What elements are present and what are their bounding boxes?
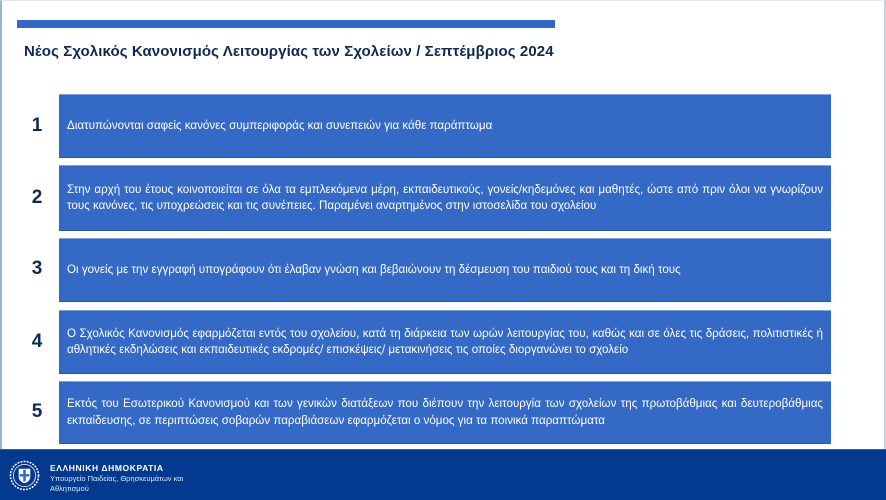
rule-row-5 bbox=[2, 381, 886, 444]
rule-box bbox=[59, 310, 831, 374]
slide-title: Νέος Σχολικός Κανονισμός Λειτουργίας των Σχολείων / Σεπτέμβριος 2024 bbox=[24, 43, 554, 60]
greek-coat-of-arms-icon bbox=[9, 460, 40, 491]
footer-organization: ΕΛΛΗΝΙΚΗ ΔΗΜΟΚΡΑΤΙΑ bbox=[50, 463, 164, 473]
rule-box bbox=[59, 381, 831, 444]
rule-row-3 bbox=[2, 238, 886, 302]
rule-number: 2 bbox=[31, 187, 43, 208]
rule-text: Ο Σχολικός Κανονισμός εφαρμόζεται εντός του σχολείου, κατά τη διάρκεια των ωρών λειτουργίας του, καθώς και σε όλες τις δράσεις, πολιτιστικές ή αθλητικές εκδηλώσεις και εκπαιδευτικές εκδρομές/ επισκέψεις/ μετακινήσεις τις οποίες διοργανώνει το σχολείο bbox=[67, 326, 823, 356]
rule-row-1 bbox=[2, 94, 886, 158]
rule-number: 5 bbox=[31, 401, 43, 422]
rule-row-4 bbox=[2, 310, 886, 374]
rule-number: 1 bbox=[31, 115, 43, 136]
rule-number: 4 bbox=[31, 331, 43, 352]
rule-box bbox=[59, 238, 831, 302]
footer-ministry: Υπουργείο Παιδείας, Θρησκευμάτων και Αθλητισμού bbox=[50, 474, 184, 493]
rule-text: Εκτός του Εσωτερικού Κανονισμού και των γενικών διατάξεων που διέπουν την λειτουργία των σχολείων της πρωτοβάθμιας και δευτεροβάθμιας εκπαίδευσης, σε περιπτώσεις σοβαρών παραβιάσεων εφαρμόζεται ο νόμος για τα ποινικά παραπτώματα bbox=[67, 397, 823, 427]
title-accent-bar bbox=[17, 20, 555, 28]
rule-text: Διατυπώνονται σαφείς κανόνες συμπεριφοράς και συνεπειών για κάθε παράπτωμα bbox=[67, 118, 493, 132]
rule-box bbox=[59, 165, 831, 231]
rule-number: 3 bbox=[31, 258, 43, 279]
rule-row-2 bbox=[2, 165, 886, 231]
rule-text: Στην αρχή του έτους κοινοποιείται σε όλα τα εμπλεκόμενα μέρη, εκπαιδευτικούς, γονείς/κηδεμόνες και μαθητές, ώστε από πριν όλοι να γνωρίζουν τους κανόνες, τις υποχρεώσεις και τις συνέπειες. Παραμένει αναρτημένος στην ιστοσελίδα του σχολείου bbox=[67, 182, 823, 212]
rule-box bbox=[59, 94, 831, 158]
ministry-footer bbox=[0, 449, 886, 500]
rule-text: Οι γονείς με την εγγραφή υπογράφουν ότι έλαβαν γνώση και βεβαιώνουν τη δέσμευση του παιδιού τους και τη δική τους bbox=[67, 262, 681, 276]
